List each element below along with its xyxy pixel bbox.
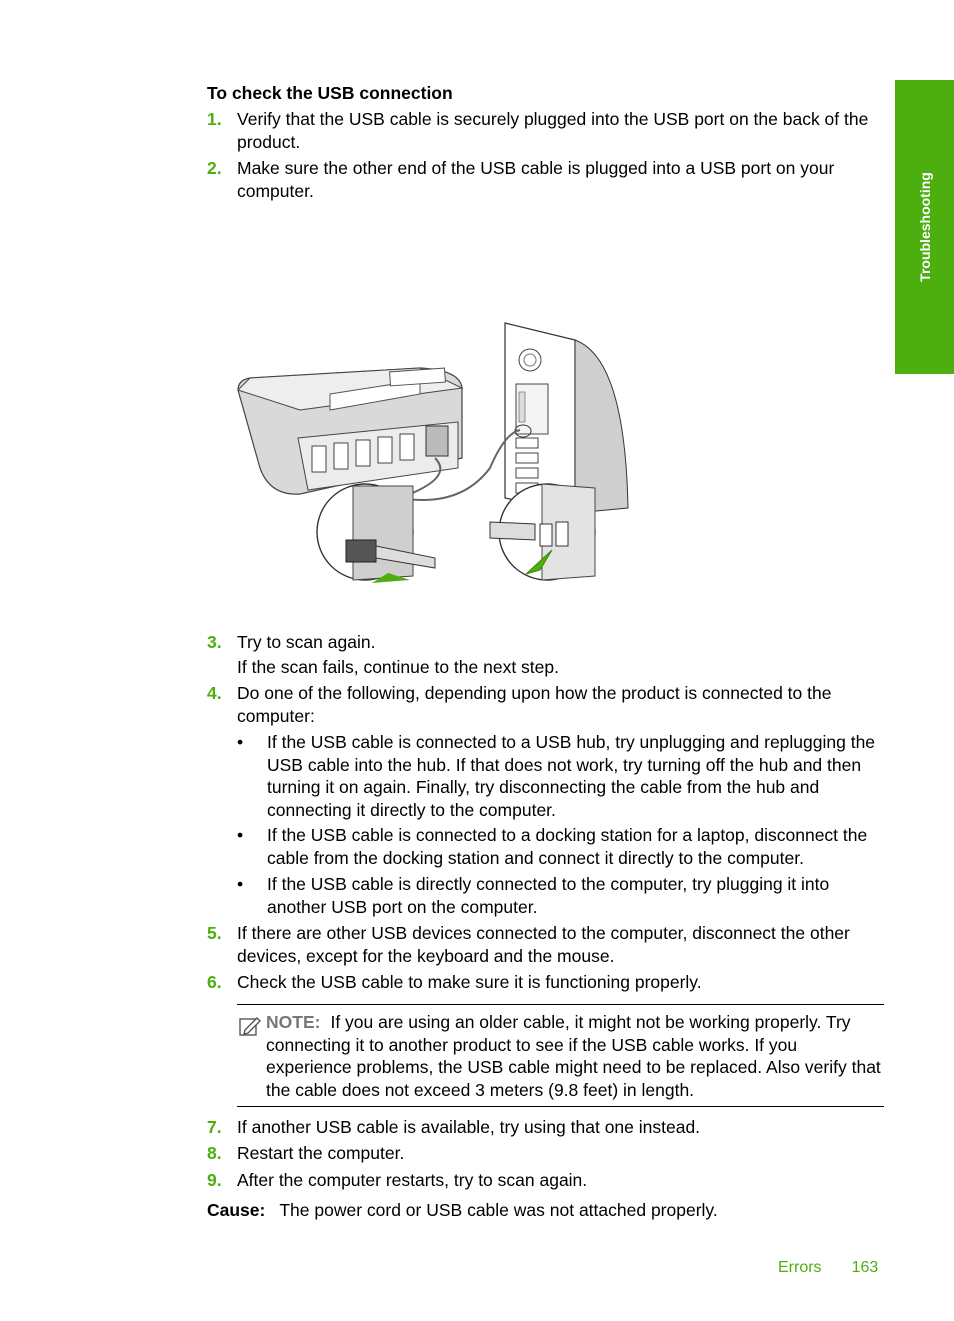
step-number: 8. — [207, 1143, 222, 1163]
step-number: 1. — [207, 109, 222, 129]
cause-text: The power cord or USB cable was not attached properly. — [279, 1200, 718, 1220]
step-number: 9. — [207, 1170, 222, 1190]
bullet-item — [237, 731, 887, 821]
step-6 — [207, 971, 887, 994]
computer-tower-icon — [505, 323, 628, 513]
step-5 — [207, 922, 887, 967]
bullet-mark: • — [237, 825, 244, 845]
step-number: 7. — [207, 1117, 222, 1137]
cause-label: Cause: — [207, 1200, 266, 1220]
step-text: Check the USB cable to make sure it is functioning properly. — [237, 972, 702, 992]
bullet-item — [237, 873, 887, 918]
step-text: After the computer restarts, try to scan again. — [237, 1170, 588, 1190]
usb-connection-illustration — [230, 318, 640, 593]
printer-port-zoom — [317, 484, 435, 583]
printer-icon — [238, 368, 462, 494]
step-8 — [207, 1142, 887, 1165]
step-number: 6. — [207, 972, 222, 992]
bullet-item — [237, 824, 887, 869]
footer-section: Errors — [778, 1259, 822, 1276]
note-content — [266, 1011, 884, 1101]
section-tab-label: Troubleshooting — [916, 172, 933, 282]
bullet-text: If the USB cable is connected to a USB hub, try unplugging and replugging the USB cable into the hub. If that does not work, try turning off the hub and then turning it on again. Finally, try disconnecting the cable from the hub and connecting it directly to the computer. — [267, 732, 876, 820]
page-footer — [778, 1257, 878, 1280]
note-text: If you are using an older cable, it might not be working properly. Try connecting it to another product to see if the USB cable works. If you experience problems, the USB cable might need to be replaced. Also verify that the cable does not exceed 3 meters (9.8 feet) in length. — [266, 1012, 881, 1100]
note-pencil-icon — [239, 1015, 261, 1037]
bullet-text: If the USB cable is directly connected to the computer, try plugging it into another USB port on the computer. — [267, 874, 830, 917]
step-subtext: If the scan fails, continue to the next step. — [237, 656, 559, 677]
bullet-mark: • — [237, 874, 244, 894]
step-text: Verify that the USB cable is securely plugged into the USB port on the back of the product. — [237, 109, 869, 152]
step-2 — [207, 157, 887, 202]
step-text: Restart the computer. — [237, 1143, 405, 1163]
step-number: 3. — [207, 632, 222, 652]
bullet-mark: • — [237, 732, 244, 752]
step-text: Make sure the other end of the USB cable is plugged into a USB port on your computer. — [237, 158, 835, 201]
step-text: If another USB cable is available, try using that one instead. — [237, 1117, 701, 1137]
step-1 — [207, 108, 887, 153]
note-label: NOTE: — [266, 1012, 321, 1032]
cause-line — [207, 1199, 718, 1222]
step-9 — [207, 1169, 887, 1192]
step-text: If there are other USB devices connected to the computer, disconnect the other devices, except for the keyboard and the mouse. — [237, 923, 850, 966]
step-3 — [207, 631, 887, 678]
page-number: 163 — [851, 1259, 879, 1276]
step-text: Try to scan again. — [237, 632, 376, 652]
note-box — [237, 1004, 884, 1107]
step-text: Do one of the following, depending upon how the product is connected to the computer: — [237, 683, 832, 726]
step-7 — [207, 1116, 887, 1139]
step-number: 4. — [207, 683, 222, 703]
step-4 — [207, 682, 887, 727]
page-heading: To check the USB connection — [207, 83, 453, 103]
section-tab — [895, 80, 954, 374]
step-number: 2. — [207, 158, 222, 178]
bullet-text: If the USB cable is connected to a docking station for a laptop, disconnect the cable from the docking station and connect it directly to the computer. — [267, 825, 868, 868]
step-number: 5. — [207, 923, 222, 943]
